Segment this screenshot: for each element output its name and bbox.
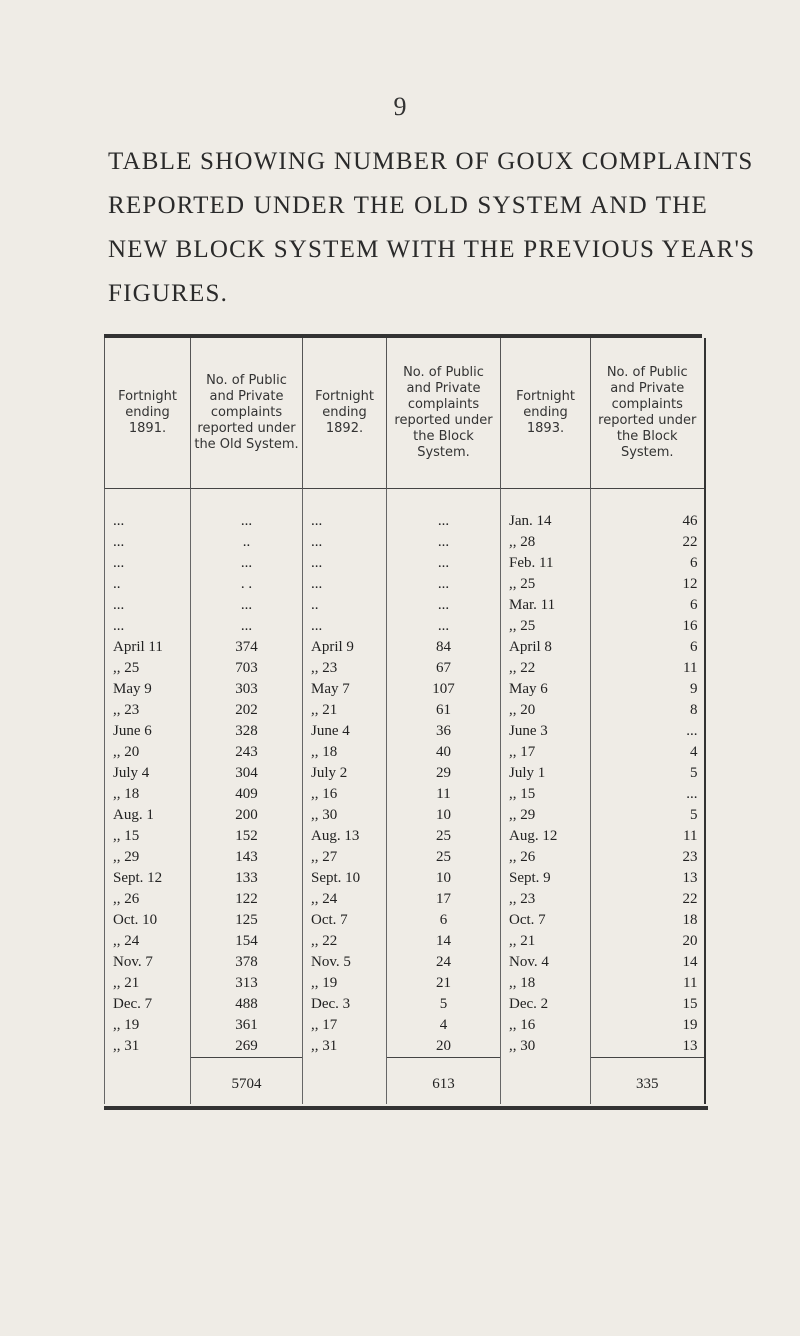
cell-fortnight-1891: ,, 15	[105, 826, 191, 847]
cell-complaints-block-1892: 107	[387, 679, 501, 700]
cell-complaints-block-1893: 15	[591, 994, 705, 1015]
cell-complaints-old-1891: ...	[191, 553, 303, 574]
cell-fortnight-1893: Dec. 2	[501, 994, 591, 1015]
cell-complaints-block-1893: 18	[591, 910, 705, 931]
cell-complaints-block-1893: 16	[591, 616, 705, 637]
cell-fortnight-1891: ...	[105, 595, 191, 616]
cell-fortnight-1893: Sept. 9	[501, 868, 591, 889]
table-row	[105, 931, 705, 952]
table-row	[105, 721, 705, 742]
cell-complaints-block-1892: 25	[387, 826, 501, 847]
table-row	[105, 489, 705, 533]
title-line-2: REPORTED UNDER THE OLD SYSTEM AND THE	[108, 192, 708, 219]
cell-complaints-block-1893: 13	[591, 1036, 705, 1058]
cell-complaints-old-1891: 488	[191, 994, 303, 1015]
cell-complaints-block-1892: ...	[387, 489, 501, 533]
cell-fortnight-1893: Jan. 14	[501, 489, 591, 533]
cell-complaints-block-1893: 11	[591, 658, 705, 679]
cell-complaints-block-1893: 13	[591, 868, 705, 889]
cell-fortnight-1892: ..	[303, 595, 387, 616]
cell-complaints-block-1893: ...	[591, 784, 705, 805]
cell-complaints-old-1891: 378	[191, 952, 303, 973]
cell-fortnight-1892: ,, 17	[303, 1015, 387, 1036]
cell-complaints-block-1892: 10	[387, 805, 501, 826]
cell-fortnight-1892: May 7	[303, 679, 387, 700]
cell-complaints-old-1891: 313	[191, 973, 303, 994]
cell-complaints-block-1892: ...	[387, 616, 501, 637]
cell-complaints-block-1893: 8	[591, 700, 705, 721]
title-line-3: NEW BLOCK SYSTEM WITH THE PREVIOUS YEAR'S	[108, 236, 756, 263]
cell-fortnight-1892: ,, 23	[303, 658, 387, 679]
cell-fortnight-1891: ,, 18	[105, 784, 191, 805]
cell-fortnight-1893: ,, 18	[501, 973, 591, 994]
cell-complaints-block-1893: 22	[591, 532, 705, 553]
cell-complaints-old-1891: 122	[191, 889, 303, 910]
cell-fortnight-1893: ,, 25	[501, 574, 591, 595]
cell-fortnight-1892: ,, 21	[303, 700, 387, 721]
cell-complaints-old-1891: . .	[191, 574, 303, 595]
cell-complaints-block-1892: 29	[387, 763, 501, 784]
cell-fortnight-1891: ...	[105, 553, 191, 574]
cell-complaints-block-1893: ...	[591, 721, 705, 742]
page-number: 9	[393, 92, 407, 121]
cell-fortnight-1891: ,, 20	[105, 742, 191, 763]
table-row	[105, 700, 705, 721]
cell-fortnight-1891: ,, 29	[105, 847, 191, 868]
cell-complaints-block-1892: 67	[387, 658, 501, 679]
header-complaints-block-1893: No. of Public and Private complaints reported under the Block System.	[591, 338, 705, 489]
table-row	[105, 553, 705, 574]
table-row	[105, 574, 705, 595]
cell-fortnight-1892: July 2	[303, 763, 387, 784]
cell-complaints-block-1892: 4	[387, 1015, 501, 1036]
cell-fortnight-1892: ,, 30	[303, 805, 387, 826]
cell-complaints-block-1893: 46	[591, 489, 705, 533]
cell-complaints-block-1892: 61	[387, 700, 501, 721]
complaints-table	[104, 338, 706, 1104]
cell-fortnight-1891: Nov. 7	[105, 952, 191, 973]
cell-fortnight-1892: ,, 19	[303, 973, 387, 994]
bottom-rule	[104, 1106, 708, 1110]
cell-fortnight-1891: Aug. 1	[105, 805, 191, 826]
cell-fortnight-1892: Nov. 5	[303, 952, 387, 973]
table-row	[105, 763, 705, 784]
cell-complaints-block-1893: 23	[591, 847, 705, 868]
cell-fortnight-1891: June 6	[105, 721, 191, 742]
table-row	[105, 826, 705, 847]
cell-complaints-old-1891: 202	[191, 700, 303, 721]
cell-fortnight-1893: ,, 16	[501, 1015, 591, 1036]
cell-complaints-block-1893: 6	[591, 637, 705, 658]
cell-fortnight-1891: April 11	[105, 637, 191, 658]
cell-complaints-block-1892: 21	[387, 973, 501, 994]
cell-complaints-old-1891: 243	[191, 742, 303, 763]
cell-complaints-old-1891: 304	[191, 763, 303, 784]
cell-complaints-block-1892: 6	[387, 910, 501, 931]
cell-complaints-old-1891: 143	[191, 847, 303, 868]
header-fortnight-1893: Fortnight ending 1893.	[501, 338, 591, 489]
cell-complaints-block-1892: ...	[387, 532, 501, 553]
table-row	[105, 868, 705, 889]
cell-complaints-block-1892: 14	[387, 931, 501, 952]
cell-complaints-block-1893: 14	[591, 952, 705, 973]
cell-fortnight-1893: May 6	[501, 679, 591, 700]
table-row	[105, 805, 705, 826]
cell-fortnight-1891: ,, 26	[105, 889, 191, 910]
cell-complaints-block-1893: 4	[591, 742, 705, 763]
cell-complaints-old-1891: ...	[191, 616, 303, 637]
cell-fortnight-1893: Mar. 11	[501, 595, 591, 616]
table-row	[105, 952, 705, 973]
cell-fortnight-1893: ,, 21	[501, 931, 591, 952]
cell-fortnight-1892: Aug. 13	[303, 826, 387, 847]
cell-fortnight-1892: ...	[303, 489, 387, 533]
cell-fortnight-1892: April 9	[303, 637, 387, 658]
cell-complaints-block-1892: 10	[387, 868, 501, 889]
cell-complaints-block-1893: 6	[591, 553, 705, 574]
cell-complaints-old-1891: 133	[191, 868, 303, 889]
cell-complaints-block-1893: 6	[591, 595, 705, 616]
cell-complaints-block-1893: 19	[591, 1015, 705, 1036]
total-block-1892: 613	[387, 1058, 501, 1105]
cell-fortnight-1893: ,, 17	[501, 742, 591, 763]
cell-complaints-old-1891: 703	[191, 658, 303, 679]
table-row	[105, 1036, 705, 1058]
table-row	[105, 1015, 705, 1036]
cell-complaints-old-1891: 361	[191, 1015, 303, 1036]
cell-fortnight-1893: ,, 22	[501, 658, 591, 679]
cell-complaints-block-1893: 9	[591, 679, 705, 700]
cell-fortnight-1891: Dec. 7	[105, 994, 191, 1015]
cell-fortnight-1892: ...	[303, 616, 387, 637]
cell-fortnight-1892: ,, 16	[303, 784, 387, 805]
table-row	[105, 616, 705, 637]
cell-fortnight-1891: Sept. 12	[105, 868, 191, 889]
cell-complaints-block-1892: 36	[387, 721, 501, 742]
table-row	[105, 532, 705, 553]
cell-fortnight-1891: May 9	[105, 679, 191, 700]
table-row	[105, 679, 705, 700]
cell-fortnight-1892: ...	[303, 553, 387, 574]
header-fortnight-1892: Fortnight ending 1892.	[303, 338, 387, 489]
cell-fortnight-1892: ,, 31	[303, 1036, 387, 1058]
title-line-1: TABLE SHOWING NUMBER OF GOUX COMPLAINTS	[108, 148, 754, 175]
complaints-table-wrapper	[104, 334, 704, 1110]
cell-complaints-old-1891: 200	[191, 805, 303, 826]
cell-complaints-block-1893: 11	[591, 973, 705, 994]
cell-complaints-old-1891: 154	[191, 931, 303, 952]
totals-row	[105, 1058, 705, 1105]
cell-fortnight-1893: ,, 20	[501, 700, 591, 721]
cell-fortnight-1891: July 4	[105, 763, 191, 784]
cell-fortnight-1891: ,, 31	[105, 1036, 191, 1058]
table-row	[105, 637, 705, 658]
table-row	[105, 658, 705, 679]
table-row	[105, 994, 705, 1015]
cell-complaints-block-1892: 17	[387, 889, 501, 910]
cell-fortnight-1893: Feb. 11	[501, 553, 591, 574]
cell-fortnight-1891: ,, 21	[105, 973, 191, 994]
cell-complaints-old-1891: 269	[191, 1036, 303, 1058]
table-row	[105, 973, 705, 994]
cell-complaints-block-1892: 40	[387, 742, 501, 763]
cell-complaints-old-1891: 152	[191, 826, 303, 847]
cell-fortnight-1893: June 3	[501, 721, 591, 742]
cell-fortnight-1891: ,, 19	[105, 1015, 191, 1036]
cell-complaints-block-1892: 25	[387, 847, 501, 868]
cell-complaints-block-1892: 5	[387, 994, 501, 1015]
cell-complaints-old-1891: ...	[191, 595, 303, 616]
total-block-1893: 335	[591, 1058, 705, 1105]
cell-complaints-block-1893: 5	[591, 805, 705, 826]
table-row	[105, 910, 705, 931]
header-fortnight-1891: Fortnight ending 1891.	[105, 338, 191, 489]
cell-fortnight-1892: ,, 27	[303, 847, 387, 868]
cell-complaints-old-1891: ...	[191, 489, 303, 533]
cell-fortnight-1892: ...	[303, 532, 387, 553]
cell-fortnight-1893: ,, 30	[501, 1036, 591, 1058]
cell-fortnight-1893: ,, 28	[501, 532, 591, 553]
cell-fortnight-1892: ,, 18	[303, 742, 387, 763]
cell-complaints-block-1893: 5	[591, 763, 705, 784]
title-line-4: FIGURES.	[108, 280, 229, 307]
cell-fortnight-1893: ,, 15	[501, 784, 591, 805]
cell-fortnight-1892: Oct. 7	[303, 910, 387, 931]
cell-fortnight-1893: ,, 26	[501, 847, 591, 868]
cell-fortnight-1891: Oct. 10	[105, 910, 191, 931]
cell-complaints-block-1892: ...	[387, 553, 501, 574]
cell-complaints-old-1891: 303	[191, 679, 303, 700]
cell-complaints-old-1891: 374	[191, 637, 303, 658]
cell-complaints-old-1891: ..	[191, 532, 303, 553]
cell-fortnight-1891: ..	[105, 574, 191, 595]
table-row	[105, 742, 705, 763]
cell-fortnight-1891: ,, 25	[105, 658, 191, 679]
cell-fortnight-1892: Dec. 3	[303, 994, 387, 1015]
table-title	[108, 140, 756, 316]
cell-complaints-block-1892: 84	[387, 637, 501, 658]
cell-fortnight-1891: ,, 24	[105, 931, 191, 952]
table-row	[105, 847, 705, 868]
cell-fortnight-1893: Aug. 12	[501, 826, 591, 847]
cell-fortnight-1893: ,, 29	[501, 805, 591, 826]
cell-complaints-block-1892: 11	[387, 784, 501, 805]
cell-complaints-block-1893: 12	[591, 574, 705, 595]
cell-complaints-block-1892: 24	[387, 952, 501, 973]
cell-fortnight-1893: April 8	[501, 637, 591, 658]
cell-fortnight-1891: ...	[105, 532, 191, 553]
table-row	[105, 595, 705, 616]
cell-complaints-block-1892: ...	[387, 595, 501, 616]
cell-complaints-block-1892: ...	[387, 574, 501, 595]
cell-fortnight-1893: Nov. 4	[501, 952, 591, 973]
table-row	[105, 784, 705, 805]
cell-fortnight-1893: ,, 25	[501, 616, 591, 637]
table-body	[105, 489, 705, 1105]
cell-fortnight-1891: ...	[105, 489, 191, 533]
cell-fortnight-1892: ,, 22	[303, 931, 387, 952]
cell-fortnight-1891: ,, 23	[105, 700, 191, 721]
cell-complaints-old-1891: 125	[191, 910, 303, 931]
cell-complaints-old-1891: 328	[191, 721, 303, 742]
total-old-system: 5704	[191, 1058, 303, 1105]
cell-complaints-block-1893: 20	[591, 931, 705, 952]
cell-complaints-block-1893: 22	[591, 889, 705, 910]
cell-fortnight-1893: Oct. 7	[501, 910, 591, 931]
cell-fortnight-1893: July 1	[501, 763, 591, 784]
header-complaints-old-system: No. of Public and Private complaints reported under the Old System.	[191, 338, 303, 489]
cell-fortnight-1892: June 4	[303, 721, 387, 742]
cell-fortnight-1891: ...	[105, 616, 191, 637]
cell-complaints-block-1892: 20	[387, 1036, 501, 1058]
cell-complaints-old-1891: 409	[191, 784, 303, 805]
header-complaints-block-1892: No. of Public and Private complaints reported under the Block System.	[387, 338, 501, 489]
table-row	[105, 889, 705, 910]
cell-fortnight-1892: ,, 24	[303, 889, 387, 910]
cell-fortnight-1893: ,, 23	[501, 889, 591, 910]
header-row	[105, 338, 705, 489]
cell-fortnight-1892: Sept. 10	[303, 868, 387, 889]
cell-complaints-block-1893: 11	[591, 826, 705, 847]
cell-fortnight-1892: ...	[303, 574, 387, 595]
